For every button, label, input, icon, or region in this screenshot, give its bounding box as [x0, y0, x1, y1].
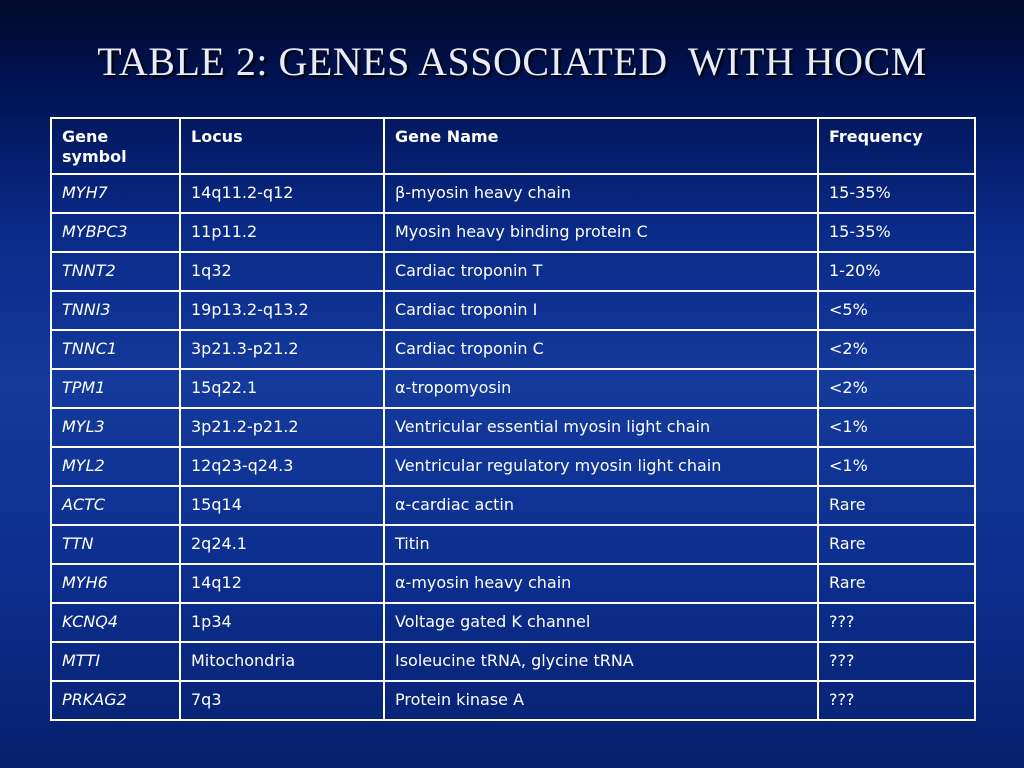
gene-name-cell: Cardiac troponin C [384, 330, 818, 369]
gene-symbol-cell: TNNT2 [51, 252, 180, 291]
genes-table [50, 117, 976, 721]
genes-table-container [50, 117, 974, 721]
gene-name-cell: Ventricular essential myosin light chain [384, 408, 818, 447]
locus-cell: 1q32 [180, 252, 384, 291]
frequency-cell: ??? [818, 681, 975, 720]
gene-symbol-cell: KCNQ4 [51, 603, 180, 642]
locus-cell: Mitochondria [180, 642, 384, 681]
table-row [51, 174, 975, 213]
gene-name-cell: Protein kinase A [384, 681, 818, 720]
frequency-cell: ??? [818, 603, 975, 642]
frequency-cell: <2% [818, 330, 975, 369]
header-frequency: Frequency [818, 118, 975, 174]
locus-cell: 7q3 [180, 681, 384, 720]
table-row [51, 603, 975, 642]
frequency-cell: <1% [818, 447, 975, 486]
gene-name-cell: Voltage gated K channel [384, 603, 818, 642]
gene-name-cell: α-myosin heavy chain [384, 564, 818, 603]
locus-cell: 3p21.2-p21.2 [180, 408, 384, 447]
gene-name-cell: β-myosin heavy chain [384, 174, 818, 213]
gene-symbol-cell: ACTC [51, 486, 180, 525]
gene-symbol-cell: PRKAG2 [51, 681, 180, 720]
gene-name-cell: α-cardiac actin [384, 486, 818, 525]
gene-name-cell: Cardiac troponin I [384, 291, 818, 330]
locus-cell: 15q14 [180, 486, 384, 525]
gene-name-cell: Isoleucine tRNA, glycine tRNA [384, 642, 818, 681]
table-header-row [51, 118, 975, 174]
gene-symbol-cell: TNNC1 [51, 330, 180, 369]
header-locus: Locus [180, 118, 384, 174]
gene-symbol-cell: TNNI3 [51, 291, 180, 330]
table-row [51, 369, 975, 408]
table-row [51, 642, 975, 681]
frequency-cell: 1-20% [818, 252, 975, 291]
locus-cell: 11p11.2 [180, 213, 384, 252]
header-gene-symbol: Gene symbol [51, 118, 180, 174]
gene-name-cell: Ventricular regulatory myosin light chain [384, 447, 818, 486]
gene-symbol-cell: MYL2 [51, 447, 180, 486]
table-row [51, 330, 975, 369]
gene-name-cell: Myosin heavy binding protein C [384, 213, 818, 252]
table-row [51, 213, 975, 252]
gene-symbol-cell: MTTI [51, 642, 180, 681]
gene-symbol-cell: MYH6 [51, 564, 180, 603]
table-row [51, 486, 975, 525]
locus-cell: 1p34 [180, 603, 384, 642]
table-row [51, 681, 975, 720]
gene-symbol-cell: MYL3 [51, 408, 180, 447]
header-gene-name: Gene Name [384, 118, 818, 174]
frequency-cell: <5% [818, 291, 975, 330]
table-row [51, 252, 975, 291]
table-row [51, 564, 975, 603]
table-row [51, 525, 975, 564]
table-row [51, 291, 975, 330]
gene-name-cell: Titin [384, 525, 818, 564]
locus-cell: 12q23-q24.3 [180, 447, 384, 486]
locus-cell: 14q12 [180, 564, 384, 603]
frequency-cell: <1% [818, 408, 975, 447]
gene-name-cell: Cardiac troponin T [384, 252, 818, 291]
gene-symbol-cell: TPM1 [51, 369, 180, 408]
table-row [51, 408, 975, 447]
frequency-cell: Rare [818, 525, 975, 564]
gene-symbol-cell: MYBPC3 [51, 213, 180, 252]
frequency-cell: ??? [818, 642, 975, 681]
table-body [51, 174, 975, 720]
gene-name-cell: α-tropomyosin [384, 369, 818, 408]
frequency-cell: 15-35% [818, 174, 975, 213]
frequency-cell: Rare [818, 564, 975, 603]
gene-symbol-cell: MYH7 [51, 174, 180, 213]
frequency-cell: 15-35% [818, 213, 975, 252]
locus-cell: 14q11.2-q12 [180, 174, 384, 213]
table-row [51, 447, 975, 486]
frequency-cell: Rare [818, 486, 975, 525]
locus-cell: 15q22.1 [180, 369, 384, 408]
frequency-cell: <2% [818, 369, 975, 408]
slide-title: TABLE 2: GENES ASSOCIATED WITH HOCM [97, 39, 927, 84]
locus-cell: 2q24.1 [180, 525, 384, 564]
locus-cell: 19p13.2-q13.2 [180, 291, 384, 330]
locus-cell: 3p21.3-p21.2 [180, 330, 384, 369]
gene-symbol-cell: TTN [51, 525, 180, 564]
